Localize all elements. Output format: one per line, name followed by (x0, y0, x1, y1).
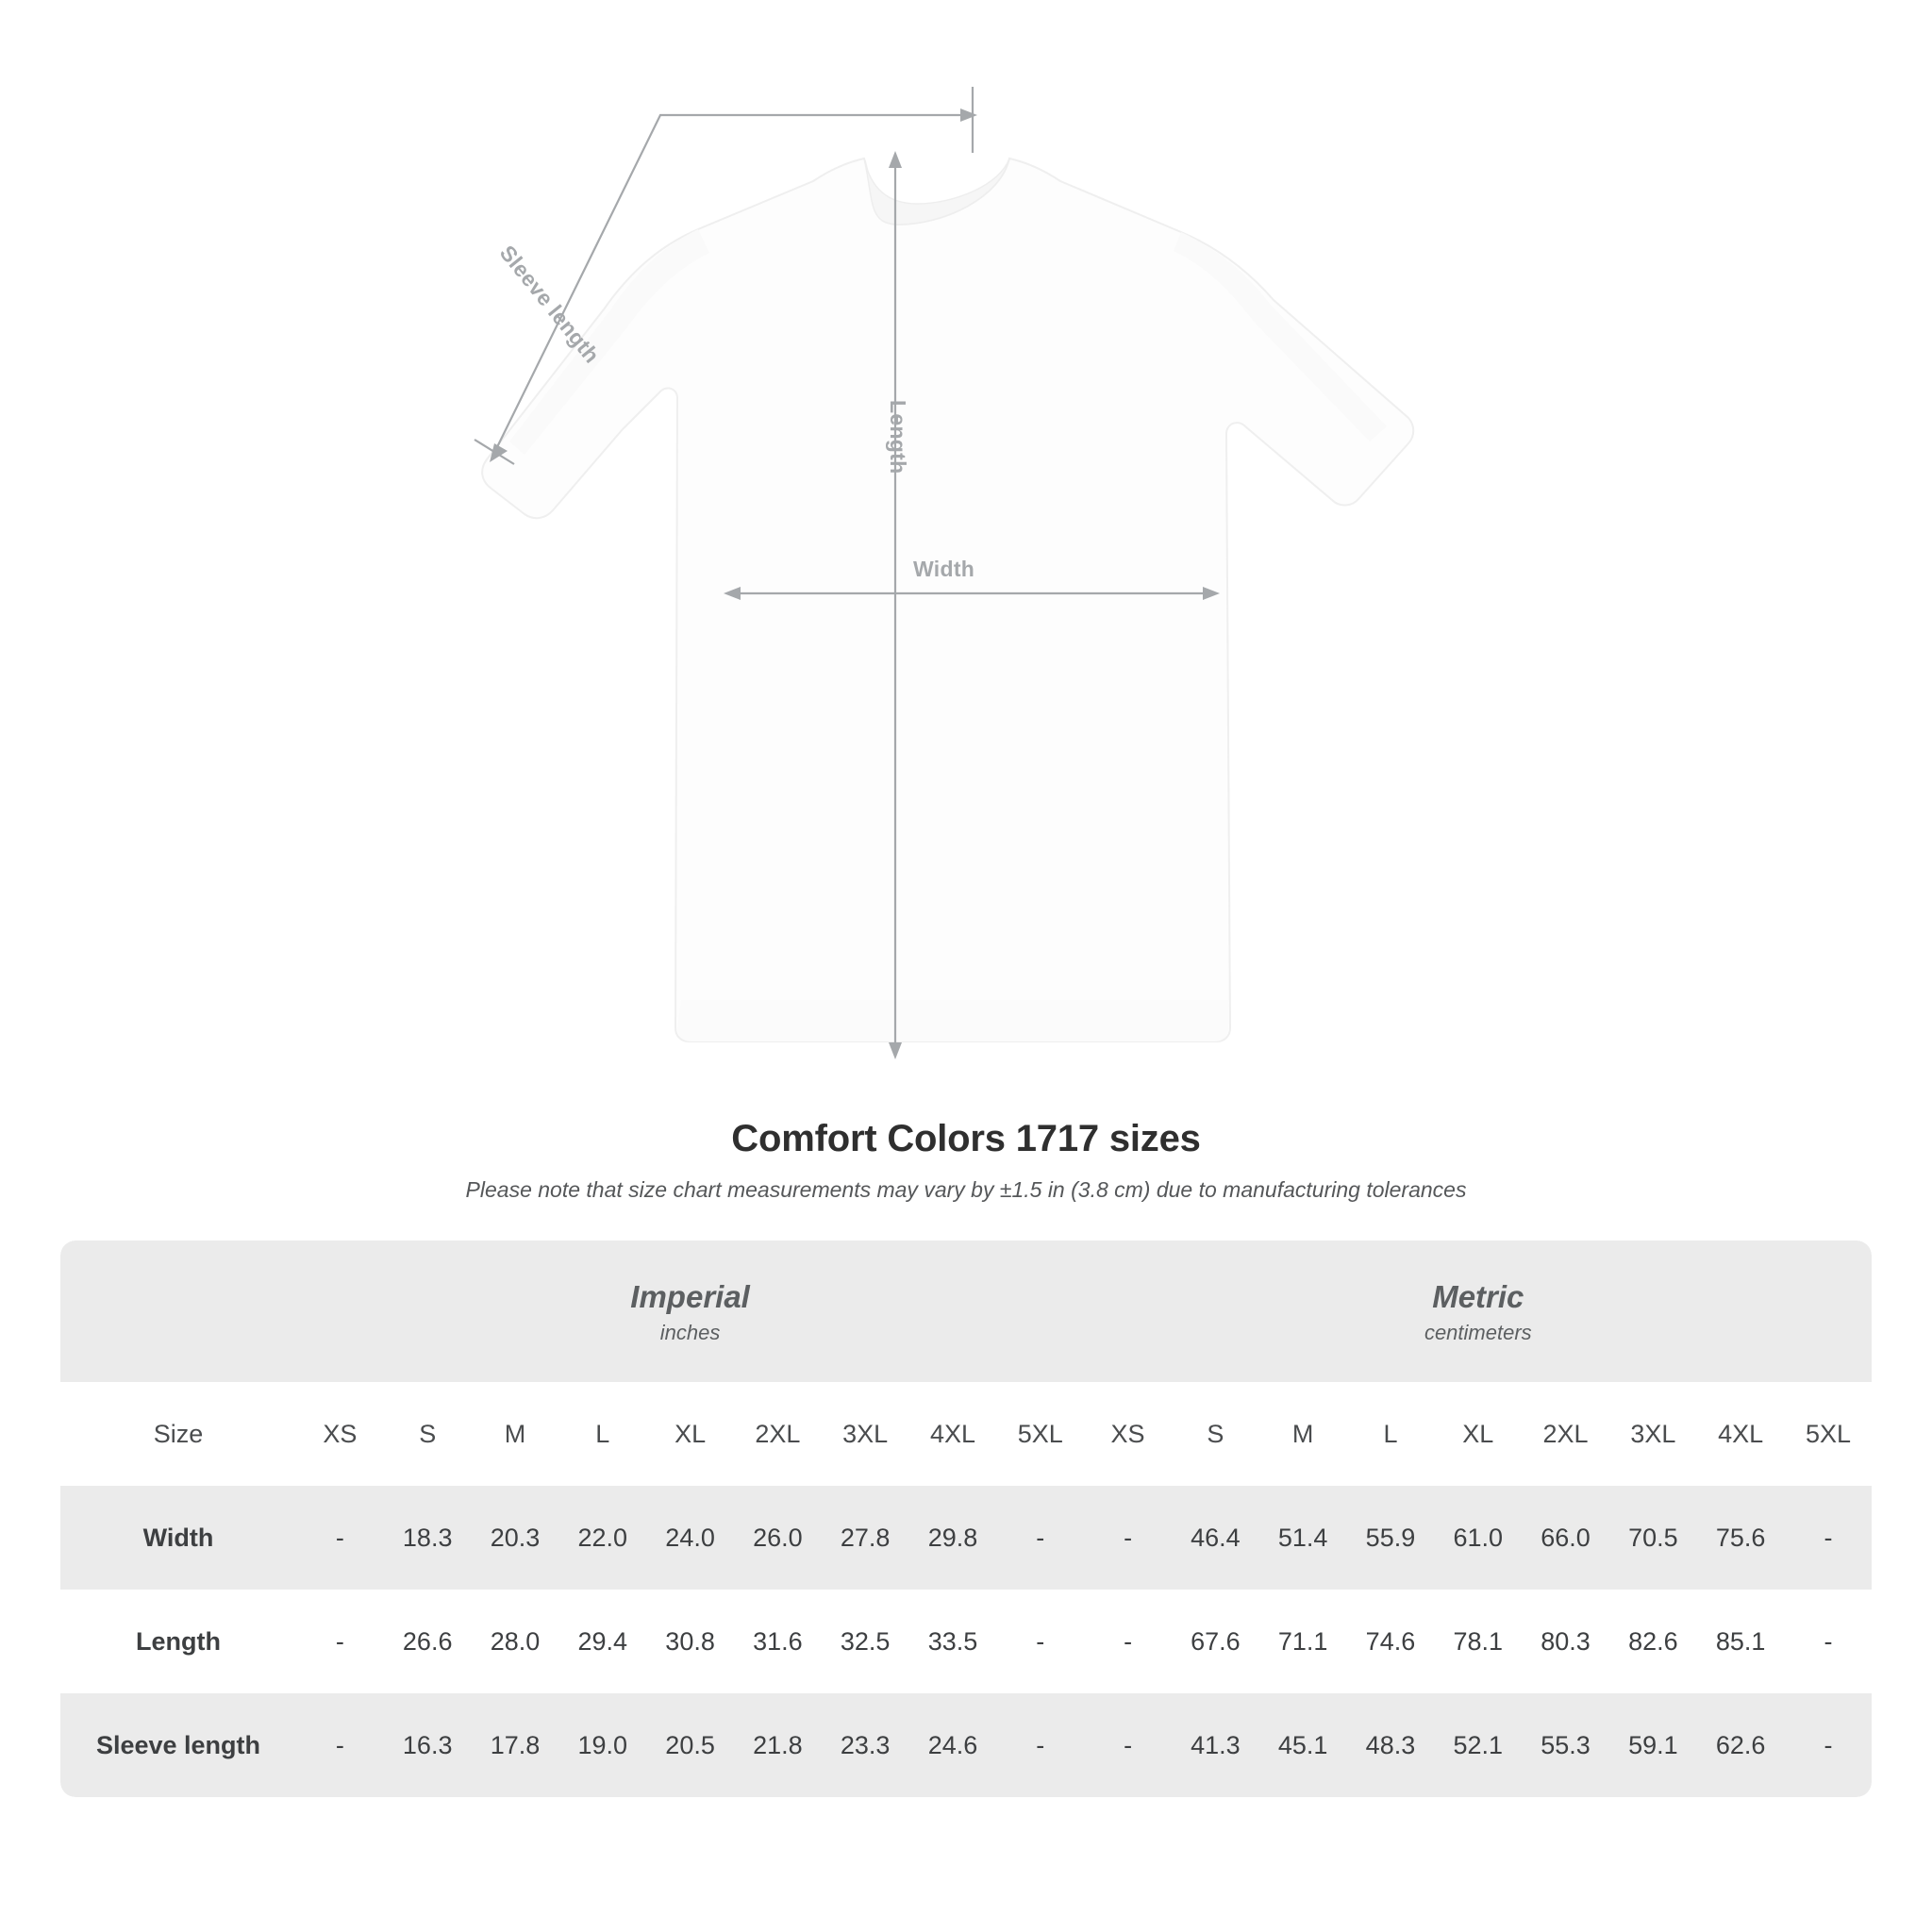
cell-sleeve-imperial-2xl: 21.8 (734, 1693, 822, 1797)
cell-sleeve-metric-4xl: 62.6 (1697, 1693, 1785, 1797)
cell-length-imperial-3xl: 32.5 (840, 1626, 891, 1656)
cell-sleeve-metric-3xl: 59.1 (1609, 1693, 1697, 1797)
cell-length-imperial-m: 28.0 (490, 1626, 541, 1656)
cell-length-imperial-xl: 30.8 (665, 1626, 715, 1656)
unit-banner-row (60, 1241, 1872, 1382)
cell-sleeve-imperial-4xl: 24.6 (909, 1693, 997, 1797)
size-header-imperial-2xl: 2XL (734, 1382, 822, 1486)
unit-group-imperial-title: Imperial (630, 1279, 750, 1315)
cell-width-metric-3xl: 70.5 (1609, 1486, 1697, 1590)
cell-sleeve-metric-5xl: - (1785, 1693, 1872, 1797)
cell-length-imperial-4xl: 33.5 (927, 1626, 978, 1656)
cell-width-metric-l: 55.9 (1347, 1486, 1435, 1590)
cell-length-metric-4xl: 85.1 (1715, 1626, 1766, 1656)
unit-group-metric (1084, 1241, 1872, 1382)
cell-sleeve-metric-xs: - (1084, 1693, 1172, 1797)
cell-length-imperial-xs: - (335, 1626, 344, 1656)
size-header-metric-s: S (1172, 1382, 1259, 1486)
tshirt-shape (482, 158, 1413, 1041)
cell-sleeve-imperial-xs: - (296, 1693, 384, 1797)
cell-sleeve-metric-s: 41.3 (1172, 1693, 1259, 1797)
unit-group-imperial (296, 1241, 1084, 1382)
size-header-imperial-xs: XS (296, 1382, 384, 1486)
row-label-sleeve-length: Sleeve length (60, 1693, 296, 1797)
cell-length-imperial-l: 29.4 (577, 1626, 628, 1656)
cell-sleeve-imperial-s: 16.3 (384, 1693, 472, 1797)
cell-sleeve-metric-m: 45.1 (1259, 1693, 1347, 1797)
size-header-metric-xl: XL (1434, 1382, 1522, 1486)
size-header-metric-3xl: 3XL (1609, 1382, 1697, 1486)
size-header-row (60, 1382, 1872, 1486)
cell-width-metric-4xl: 75.6 (1697, 1486, 1785, 1590)
cell-length-imperial-s: 26.6 (402, 1626, 453, 1656)
size-header-imperial-5xl: 5XL (996, 1382, 1084, 1486)
size-table-wrapper (60, 1241, 1872, 1797)
cell-width-imperial-l: 22.0 (558, 1486, 646, 1590)
table-row (60, 1486, 1872, 1590)
size-header-imperial-4xl: 4XL (909, 1382, 997, 1486)
unit-banner-spacer (60, 1241, 296, 1382)
cell-width-imperial-3xl: 27.8 (822, 1486, 909, 1590)
row-label-width: Width (60, 1486, 296, 1590)
cell-length-metric-s: 67.6 (1191, 1626, 1241, 1656)
size-header-label: Size (60, 1382, 296, 1486)
width-dimension-label: Width (913, 557, 975, 581)
cell-width-metric-2xl: 66.0 (1522, 1486, 1609, 1590)
size-header-metric-m: M (1259, 1382, 1347, 1486)
cell-sleeve-imperial-l: 19.0 (558, 1693, 646, 1797)
cell-width-imperial-2xl: 26.0 (734, 1486, 822, 1590)
cell-length-metric-2xl: 80.3 (1541, 1626, 1591, 1656)
cell-width-metric-m: 51.4 (1259, 1486, 1347, 1590)
length-dimension-label: Length (886, 400, 910, 475)
cell-length-metric-3xl: 82.6 (1628, 1626, 1678, 1656)
size-header-imperial-3xl: 3XL (822, 1382, 909, 1486)
size-header-imperial-l: L (558, 1382, 646, 1486)
row-label-length: Length (136, 1626, 221, 1656)
cell-length-imperial-2xl: 31.6 (753, 1626, 803, 1656)
cell-sleeve-metric-l: 48.3 (1347, 1693, 1435, 1797)
cell-length-imperial-5xl: - (1036, 1626, 1045, 1656)
cell-width-imperial-m: 20.3 (472, 1486, 559, 1590)
cell-width-metric-s: 46.4 (1172, 1486, 1259, 1590)
table-row (60, 1590, 1872, 1693)
unit-group-imperial-subtitle: inches (659, 1320, 721, 1344)
cell-sleeve-imperial-xl: 20.5 (646, 1693, 734, 1797)
size-header-metric-l: L (1347, 1382, 1435, 1486)
cell-length-metric-xl: 78.1 (1453, 1626, 1504, 1656)
size-header-imperial-s: S (384, 1382, 472, 1486)
size-header-metric-4xl: 4XL (1697, 1382, 1785, 1486)
table-row (60, 1693, 1872, 1797)
unit-group-metric-subtitle: centimeters (1424, 1320, 1532, 1344)
cell-sleeve-metric-2xl: 55.3 (1522, 1693, 1609, 1797)
cell-sleeve-imperial-m: 17.8 (472, 1693, 559, 1797)
cell-width-imperial-5xl: - (996, 1486, 1084, 1590)
sleeve-length-dimension-label: Sleeve length (494, 241, 605, 368)
size-header-metric-xs: XS (1084, 1382, 1172, 1486)
cell-width-metric-5xl: - (1785, 1486, 1872, 1590)
size-chart-note: Please note that size chart measurements may vary by ±1.5 in (3.8 cm) due to manufacturing tolerances (465, 1177, 1467, 1202)
cell-width-imperial-s: 18.3 (384, 1486, 472, 1590)
unit-group-metric-title: Metric (1432, 1279, 1524, 1315)
size-chart-title: Comfort Colors 1717 sizes (731, 1118, 1201, 1159)
size-table (60, 1241, 1872, 1797)
size-header-imperial-m: M (472, 1382, 559, 1486)
cell-length-metric-l: 74.6 (1365, 1626, 1416, 1656)
cell-sleeve-imperial-5xl: - (996, 1693, 1084, 1797)
cell-width-imperial-xs: - (296, 1486, 384, 1590)
size-header-metric-2xl: 2XL (1522, 1382, 1609, 1486)
cell-sleeve-imperial-3xl: 23.3 (822, 1693, 909, 1797)
size-header-imperial-xl: XL (646, 1382, 734, 1486)
cell-length-metric-5xl: - (1824, 1626, 1833, 1656)
size-header-metric-5xl: 5XL (1785, 1382, 1872, 1486)
cell-length-metric-xs: - (1124, 1626, 1133, 1656)
cell-sleeve-metric-xl: 52.1 (1434, 1693, 1522, 1797)
cell-length-metric-m: 71.1 (1277, 1626, 1328, 1656)
cell-width-metric-xl: 61.0 (1434, 1486, 1522, 1590)
cell-width-imperial-xl: 24.0 (646, 1486, 734, 1590)
cell-width-imperial-4xl: 29.8 (909, 1486, 997, 1590)
cell-width-metric-xs: - (1084, 1486, 1172, 1590)
